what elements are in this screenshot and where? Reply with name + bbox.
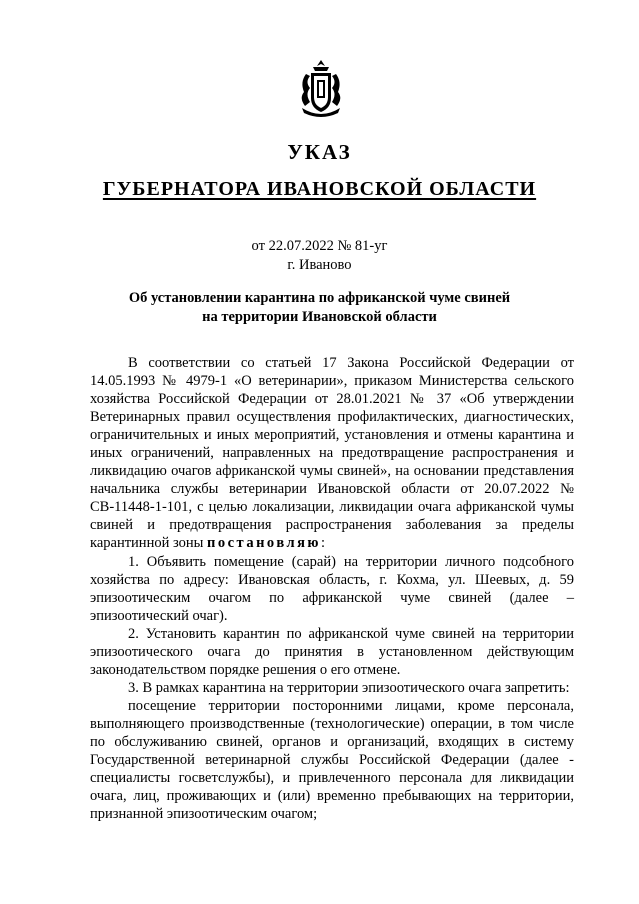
decree-colon: : <box>321 535 326 552</box>
preamble-text: В соответствии со статьей 17 Закона Российской Федерации от 14.05.1993 № 4979-1 «О ветеринарии», приказом Министерства сельского хозяйства Российской Федерации от 28.01.2021 № 37 «Об утверждении Ветеринарных правил осуществления профилактических, диагностических, ограничительных и иных мероприятий, установления и отмены карантина и иных ограничений, направленных на предотвращение распространения и ликвидацию очагов африканской чумы свиней», на основании представления начальника службы ветеринарии Ивановской области от 20.07.2022 № СВ-11448-1-101, с целью локализации, ликвидации очага африканской чумы свиней и предотвращения распространения заболевания за пределы карантинной зоны <box>90 355 574 552</box>
item-3a-paragraph: посещение территории посторонними лицами, кроме персонала, выполняющего производственные (технологические) операции, в том числе по обслуживанию свиней, органов и организаций, входящих в систему Государственной ветеринарной службы Российской Федерации (далее - специалисты госветслужбы), и привлеченного персонала для ликвидации очага, лиц, проживающих и (или) временно пребывающих на территории, признанной эпизоотическим очагом; <box>90 697 574 823</box>
item-2-paragraph: 2. Установить карантин по африканской чуме свиней на территории эпизоотического очага до принятия в установленном действующим законодательством порядке решения о его отмене. <box>90 625 574 678</box>
subject-line-1: Об установлении карантина по африканской чуме свиней <box>128 290 511 306</box>
decree-word: постановляю <box>206 535 322 552</box>
document-body <box>90 354 574 823</box>
document-issuer: ГУБЕРНАТОРА ИВАНОВСКОЙ ОБЛАСТИ <box>102 178 537 200</box>
subject-line-2: на территории Ивановской области <box>202 309 437 325</box>
document-subject <box>90 289 549 327</box>
item-3-paragraph: 3. В рамках карантина на территории эпизоотического очага запретить: <box>128 679 570 696</box>
city-line: г. Иваново <box>287 257 352 273</box>
document-title: УКАЗ <box>287 140 352 164</box>
preamble-paragraph <box>90 354 574 553</box>
date-number-line: от 22.07.2022 № 81-уг <box>251 238 388 254</box>
coat-of-arms-emblem <box>296 58 346 120</box>
item-1-paragraph: 1. Объявить помещение (сарай) на территории личного подсобного хозяйства по адресу: Ивановская область, г. Кохма, ул. Шеевых, д. 59 эпизоотическим очагом по африканской чуме свиней (далее – эпизоотический очаг). <box>90 553 574 624</box>
